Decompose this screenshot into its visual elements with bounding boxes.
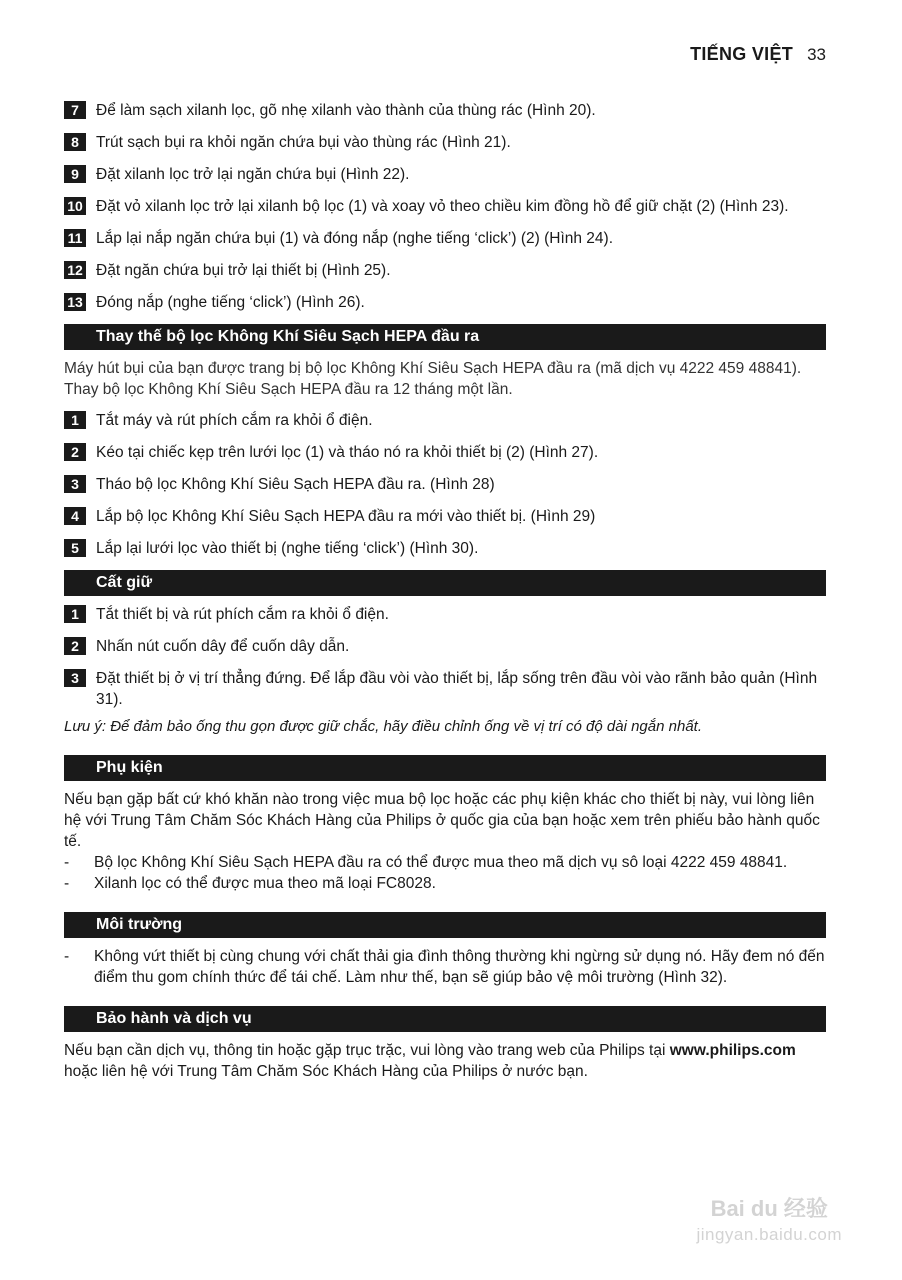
step-text: Đặt vỏ xilanh lọc trở lại xilanh bộ lọc (1) và xoay vỏ theo chiều kim đồng hồ để giữ chặt (2) (Hình 23). [96,198,789,215]
step-text: Tắt máy và rút phích cắm ra khỏi ổ điện. [96,412,373,429]
list-item [64,164,826,185]
warranty-text-start: Nếu bạn cần dịch vụ, thông tin hoặc gặp trục trặc, vui lòng vào trang web của Philips tại [64,1042,670,1059]
step-number: 1 [64,605,86,623]
language-label: TIẾNG VIỆT [690,44,794,64]
step-text: Kéo tại chiếc kẹp trên lưới lọc (1) và tháo nó ra khỏi thiết bị (2) (Hình 27). [96,444,599,461]
step-text: Trút sạch bụi ra khỏi ngăn chứa bụi vào thùng rác (Hình 21). [96,134,511,151]
list-item [64,668,826,710]
step-text: Nhấn nút cuốn dây để cuốn dây dẫn. [96,638,350,655]
step-number: 3 [64,669,86,687]
list-item [64,196,826,217]
cleaning-steps [64,100,826,313]
accessories-paragraph: Nếu bạn gặp bất cứ khó khăn nào trong việc mua bộ lọc hoặc các phụ kiện khác cho thiết bị này, vui lòng liên hệ với Trung Tâm Chăm Sóc Khách Hàng của Philips ở quốc gia của bạn hoặc xem trên phiếu bảo hành quốc tế. [64,791,820,850]
list-item [64,410,826,431]
hepa-interval: Thay bộ lọc Không Khí Siêu Sạch HEPA đầu ra 12 tháng một lần. [64,381,513,398]
bullet-text: Bộ lọc Không Khí Siêu Sạch HEPA đầu ra có thể được mua theo mã dịch vụ sô loại 4222 459 48841. [94,854,788,871]
step-number: 9 [64,165,86,183]
step-number: 2 [64,637,86,655]
step-number: 3 [64,475,86,493]
list-item [64,538,826,559]
step-text: Đặt thiết bị ở vị trí thẳng đứng. Để lắp đầu vòi vào thiết bị, lắp sống trên đầu vòi vào rãnh bảo quản (Hình 31). [96,670,818,708]
step-text: Tắt thiết bị và rút phích cắm ra khỏi ổ điện. [96,606,389,623]
hepa-steps [64,410,826,559]
step-number: 1 [64,411,86,429]
step-number: 11 [64,229,86,247]
step-number: 2 [64,443,86,461]
section-heading-environment: Môi trường [64,912,826,938]
step-number: 13 [64,293,86,311]
list-item: - Bộ lọc Không Khí Siêu Sạch HEPA đầu ra có thể được mua theo mã dịch vụ sô loại 4222 459 48841. [64,852,826,873]
list-item [64,292,826,313]
step-text: Lắp lại nắp ngăn chứa bụi (1) và đóng nắp (nghe tiếng ‘click’) (2) (Hình 24). [96,230,614,247]
main-content [64,100,826,1082]
list-item [64,132,826,153]
step-text: Lắp bộ lọc Không Khí Siêu Sạch HEPA đầu ra mới vào thiết bị. (Hình 29) [96,508,596,525]
step-text: Đặt xilanh lọc trở lại ngăn chứa bụi (Hình 22). [96,166,410,183]
section-heading-hepa: Thay thế bộ lọc Không Khí Siêu Sạch HEPA đầu ra [64,324,826,350]
list-item: - Không vứt thiết bị cùng chung với chất thải gia đình thông thường khi ngừng sử dụng nó. Hãy đem nó đến điểm thu gom chính thức để tái chế. Làm như thế, bạn sẽ giúp bảo vệ môi trường (Hình 32). [64,948,825,986]
list-item [64,442,826,463]
step-text: Lắp lại lưới lọc vào thiết bị (nghe tiếng ‘click’) (Hình 30). [96,540,479,557]
step-text: Để làm sạch xilanh lọc, gõ nhẹ xilanh vào thành của thùng rác (Hình 20). [96,102,596,119]
step-number: 10 [64,197,86,215]
storage-note: Lưu ý: Để đảm bảo ống thu gọn được giữ chắc, hãy điều chỉnh ống về vị trí có độ dài ngắn nhất. [64,718,702,735]
list-item [64,260,826,281]
hepa-intro: Máy hút bụi của bạn được trang bị bộ lọc Không Khí Siêu Sạch HEPA đầu ra (mã dịch vụ 4222 459 48841). [64,360,802,377]
step-text: Đóng nắp (nghe tiếng ‘click’) (Hình 26). [96,294,365,311]
warranty-paragraph [64,1040,826,1082]
watermark-url: jingyan.baidu.com [696,1225,842,1244]
list-item [64,636,826,657]
page-number: 33 [807,45,826,64]
list-item [64,228,826,249]
section-heading-warranty: Bảo hành và dịch vụ [64,1006,826,1032]
watermark-logo-text: Bai du 经验 [710,1196,828,1221]
list-item [64,100,826,121]
step-number: 5 [64,539,86,557]
step-number: 12 [64,261,86,279]
list-item [64,506,826,527]
page-header [690,44,826,65]
step-number: 7 [64,101,86,119]
step-text: Tháo bộ lọc Không Khí Siêu Sạch HEPA đầu ra. (Hình 28) [96,476,495,493]
list-item: - Xilanh lọc có thể được mua theo mã loại FC8028. [64,873,826,894]
section-heading-storage: Cất giữ [64,570,826,596]
step-number: 8 [64,133,86,151]
warranty-text-end: hoặc liên hệ với Trung Tâm Chăm Sóc Khách Hàng của Philips ở nước bạn. [64,1063,588,1080]
section-heading-accessories: Phụ kiện [64,755,826,781]
list-item [64,604,826,625]
step-number: 4 [64,507,86,525]
baidu-watermark [696,1196,842,1248]
list-item [64,474,826,495]
bullet-text: Không vứt thiết bị cùng chung với chất thải gia đình thông thường khi ngừng sử dụng nó. Hãy đem nó đến điểm thu gom chính thức để tái chế. Làm như thế, bạn sẽ giúp bảo vệ môi trường (Hình 32). [94,948,825,986]
step-text: Đặt ngăn chứa bụi trở lại thiết bị (Hình 25). [96,262,391,279]
storage-steps [64,604,826,710]
bullet-text: Xilanh lọc có thể được mua theo mã loại FC8028. [94,875,436,892]
philips-website-link[interactable]: www.philips.com [669,1042,796,1059]
